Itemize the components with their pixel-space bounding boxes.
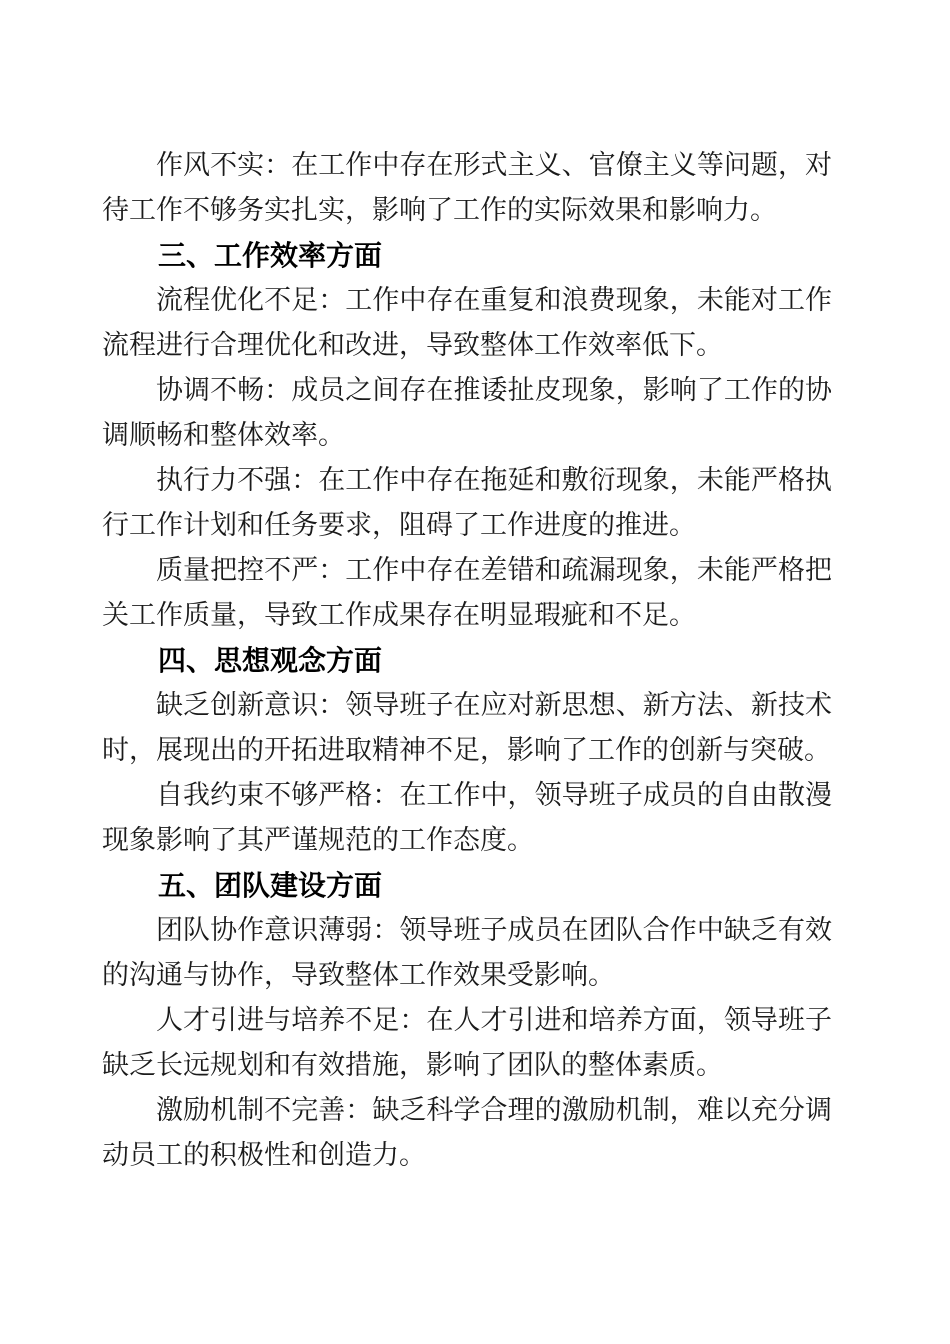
paragraph: 缺乏创新意识：领导班子在应对新思想、新方法、新技术时，展现出的开拓进取精神不足，影响了工作的创新与突破。: [102, 690, 832, 765]
section-heading: 四、思想观念方面: [158, 645, 383, 676]
paragraph: 协调不畅：成员之间存在推诿扯皮现象，影响了工作的协调顺畅和整体效率。: [102, 375, 832, 450]
paragraph: 流程优化不足：工作中存在重复和浪费现象，未能对工作流程进行合理优化和改进，导致整体工作效率低下。: [102, 285, 832, 360]
paragraph: 作风不实：在工作中存在形式主义、官僚主义等问题，对待工作不够务实扎实，影响了工作的实际效果和影响力。: [102, 150, 832, 225]
paragraph: 自我约束不够严格：在工作中，领导班子成员的自由散漫现象影响了其严谨规范的工作态度。: [102, 780, 832, 855]
section-heading: 五、团队建设方面: [158, 870, 383, 901]
section-heading: 三、工作效率方面: [158, 240, 383, 271]
paragraph: 执行力不强：在工作中存在拖延和敷衍现象，未能严格执行工作计划和任务要求，阻碍了工作进度的推进。: [102, 465, 832, 540]
paragraph: 团队协作意识薄弱：领导班子成员在团队合作中缺乏有效的沟通与协作，导致整体工作效果受影响。: [102, 915, 832, 990]
paragraph: 激励机制不完善：缺乏科学合理的激励机制，难以充分调动员工的积极性和创造力。: [102, 1095, 832, 1170]
paragraph: 质量把控不严：工作中存在差错和疏漏现象，未能严格把关工作质量，导致工作成果存在明显瑕疵和不足。: [102, 555, 832, 630]
document-body: [102, 143, 832, 1178]
paragraph: 人才引进与培养不足：在人才引进和培养方面，领导班子缺乏长远规划和有效措施，影响了团队的整体素质。: [102, 1005, 832, 1080]
